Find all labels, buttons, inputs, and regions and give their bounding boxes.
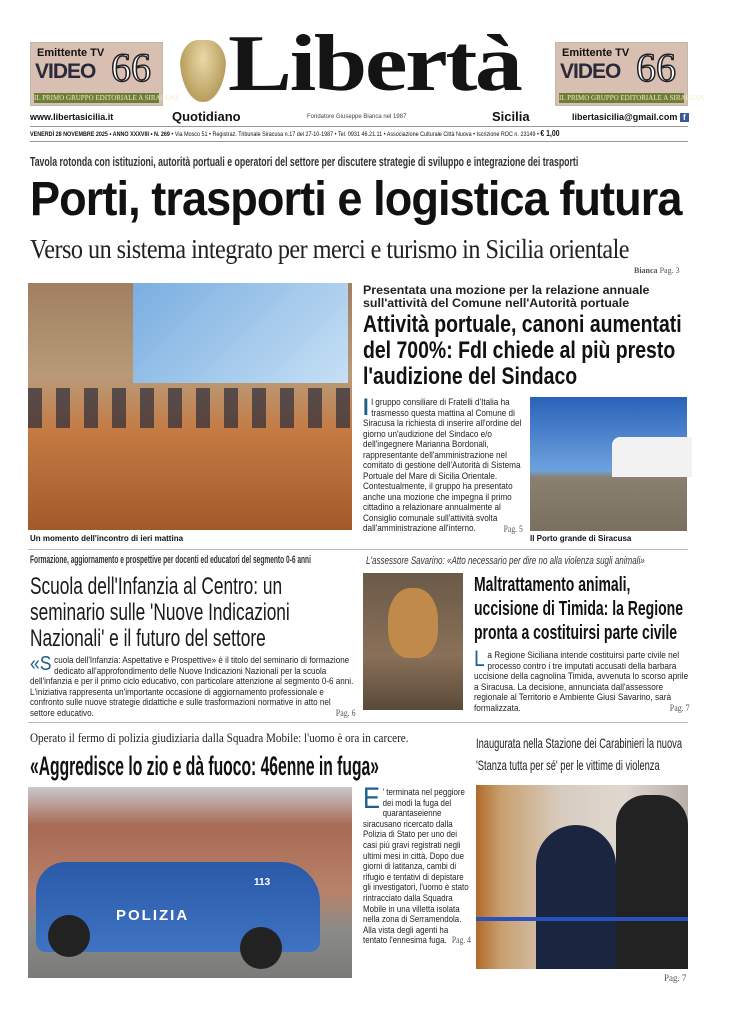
quotidiano-label: Quotidiano bbox=[172, 109, 241, 124]
dog-photo[interactable] bbox=[363, 573, 463, 710]
port-page-ref: Pag. 5 bbox=[503, 524, 523, 534]
dateline-bar bbox=[30, 126, 688, 142]
port-photo[interactable] bbox=[530, 397, 687, 531]
dropcap: L bbox=[474, 646, 485, 671]
animals-page-ref: Pag. 7 bbox=[669, 702, 690, 713]
ad-text: Emittente TV bbox=[562, 47, 630, 59]
animals-headline[interactable]: Maltrattamento animali, uccisione di Timida: la Regione pronta a costituirsi parte civile bbox=[474, 574, 684, 644]
sicilia-label: Sicilia bbox=[492, 109, 530, 124]
car-label: POLIZIA bbox=[116, 907, 190, 924]
animals-body-text: a Regione Siciliana intende costituirsi parte civile nel processo contro i tre imputati accusati della barbara uccisione della cagnolina Timida, avvenuta lo scorso aprile a Siracusa. La decisione, annunciata dall'assessore regionale al Territorio e Ambiente Giusi Savarino, sarà formalizzata. bbox=[474, 649, 689, 713]
author: Bianca bbox=[634, 266, 658, 275]
video66-ad-left[interactable] bbox=[30, 42, 180, 106]
school-kicker: Formazione, aggiornamento e prospettive per docenti ed educatori del segmento 0-6 anni bbox=[30, 554, 311, 566]
port-kicker: Presentata una mozione per la relazione annuale sull'attività del Comune nell'Autorità portuale bbox=[363, 283, 650, 310]
crime-body-text: ' terminata nel peggiore dei modi la fuga del quarantaseienne siracusano ricercato dalla Polizia di Stato per uno dei casi più gravi registrati negli ultimi mesi in città. Dopo due giorni di latitanza, cambi di rifugio e tentativi di depistare gli investigatori, l'uomo è stato rintracciato dalla Squadra Mobile in una villetta isolata nella zona di Serramendola. Alla vista degli agenti ha tentato l'ennesima fuga. bbox=[363, 787, 469, 946]
port-body-text: l gruppo consiliare di Fratelli d'Italia ha trasmesso questa mattina al Comune di Siracusa la richiesta di inserire all'ordine del giorno un'audizione del Sindaco e/o dell'ingegnere Marianna Bordonali, rappresentante dell'amministrazione nel comitato di gestione dell'Autorità di Sistema Portuale del Mare di Sicilia Orientale. Contestualmente, il gruppo ha presentato anche una mozione che impegna il primo cittadino a relazionare annualmente al Consiglio comunale sull'attività svolta dall'amministrazione all'interno. bbox=[363, 397, 522, 534]
divider bbox=[28, 722, 688, 723]
ad-text: Emittente TV bbox=[37, 47, 105, 59]
port-caption: Il Porto grande di Siracusa bbox=[530, 534, 632, 543]
lead-caption: Un momento dell'incontro di ieri mattina bbox=[30, 534, 184, 543]
police-car-photo[interactable] bbox=[28, 787, 352, 978]
dateline-info: • Via Mosco 51 • Registraz. Tribunale Siracusa n.17 del 27-10-1987 • Tel. 0931 46.21.11 • Associazione Culturale Città Nuova • Iscrizione ROC n. 23149 • bbox=[169, 131, 541, 138]
crime-page-ref: Pag. 4 bbox=[451, 935, 471, 946]
ad-text: VIDEO bbox=[35, 60, 96, 83]
ribbon-cutting-photo[interactable] bbox=[476, 785, 688, 969]
school-body-text: cuola dell'Infanzia: Aspettative e Prospettive» è il titolo del seminario di formazione dedicato all'approfondimento delle Nuove Indicazioni Nazionali per la scuola dell'infanzia e per il primo ciclo educativo, con particolare attenzione al segmento 0-6 anni. L'iniziativa rappresenta un'importante occasione di aggiornamento professionale e confronto sulle nuove strategie didattiche e sulle trasformazioni normative in atto nel settore educativo. bbox=[30, 655, 354, 718]
school-headline[interactable]: Scuola dell'Infanzia al Centro: un seminario sulle 'Nuove Indicazioni Nazionali' e il futuro del settore bbox=[30, 573, 290, 652]
ad-number: 66 bbox=[636, 45, 676, 90]
date-issue: VENERDÌ 28 NOVEMBRE 2025 • ANNO XXXVIII • N. 269 bbox=[30, 131, 170, 138]
lead-page-ref bbox=[634, 266, 680, 276]
crime-headline[interactable]: «Aggredisce lo zio e dà fuoco: 46enne in fuga» bbox=[30, 751, 379, 781]
animals-kicker: L'assessore Savarino: «Atto necessario per dire no alla violenza sugli animali» bbox=[366, 555, 645, 567]
ad-number: 66 bbox=[111, 45, 151, 90]
animals-body bbox=[474, 646, 690, 714]
carabinieri-page-ref: Pag. 7 bbox=[664, 973, 687, 983]
carabinieri-kicker[interactable] bbox=[476, 732, 687, 776]
port-body bbox=[363, 394, 523, 535]
school-body bbox=[30, 655, 356, 719]
newspaper-title: Libertà bbox=[228, 20, 521, 108]
lead-headline[interactable]: Porti, trasporti e logistica futura bbox=[30, 173, 682, 226]
ad-tagline: IL PRIMO GRUPPO EDITORIALE A SIRACUSA bbox=[559, 94, 705, 102]
divider bbox=[28, 549, 688, 550]
crime-body bbox=[363, 782, 471, 946]
website-link[interactable]: www.libertasicilia.it bbox=[30, 112, 114, 122]
email-link[interactable] bbox=[572, 112, 689, 123]
lead-photo[interactable] bbox=[28, 283, 352, 530]
dropcap: «S bbox=[30, 653, 52, 675]
crime-kicker: Operato il fermo di polizia giudiziaria dalla Squadra Mobile: l'uomo è ora in carcere. bbox=[30, 731, 409, 745]
bust-logo-icon bbox=[180, 40, 226, 102]
price: € 1,00 bbox=[540, 129, 560, 138]
email-text: libertasicilia@gmail.com bbox=[572, 112, 678, 122]
car-number: 113 bbox=[254, 877, 271, 888]
carabinieri-kicker-text: Inaugurata nella Stazione dei Carabinieri la nuova 'Stanza tutta per sé' per le vittime di violenza bbox=[476, 735, 682, 773]
ad-tagline: IL PRIMO GRUPPO EDITORIALE A SIRACUSA bbox=[34, 94, 180, 102]
lead-subhead: Verso un sistema integrato per merci e turismo in Sicilia orientale bbox=[30, 233, 630, 264]
ad-text: VIDEO bbox=[560, 60, 621, 83]
school-page-ref: Pag. 6 bbox=[335, 707, 356, 718]
dropcap: E bbox=[363, 782, 381, 815]
dropcap: I bbox=[363, 394, 369, 421]
lead-kicker: Tavola rotonda con istituzioni, autorità portuali e operatori del settore per discutere strategie di sviluppo e integrazione dei trasporti bbox=[30, 155, 579, 169]
founder-label: Fondatore Giuseppe Bianca nel 1987 bbox=[307, 114, 407, 120]
video66-ad-right[interactable] bbox=[555, 42, 705, 106]
page-ref: Pag. 3 bbox=[659, 266, 680, 275]
port-headline[interactable]: Attività portuale, canoni aumentati del 700%: FdI chiede al più presto l'audizione del Sindaco bbox=[363, 311, 682, 390]
facebook-icon[interactable]: f bbox=[680, 113, 689, 122]
